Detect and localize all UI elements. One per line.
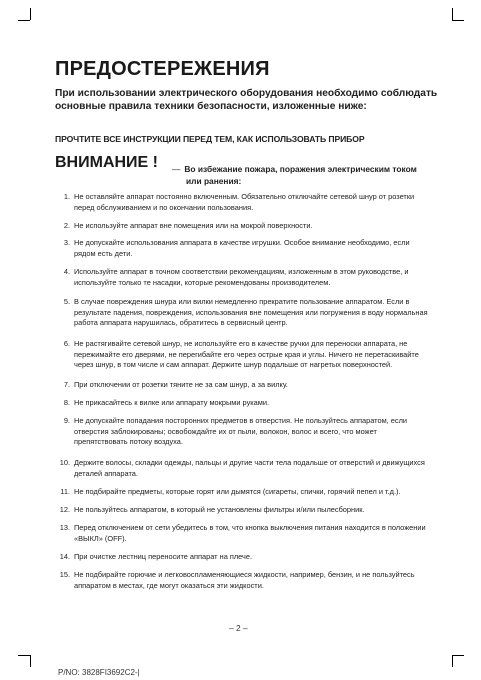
- warning-text: [172, 163, 422, 187]
- item-number: 2.: [63, 221, 70, 230]
- item-number: 12.: [59, 505, 70, 514]
- item-text: При очистке лестниц переносите аппарат на плече.: [74, 552, 253, 561]
- item-text: Держите волосы, складки одежды, пальцы и другие части тела подальше от отверстий и движущихся деталей аппарата.: [74, 458, 425, 478]
- crop-mark-bottom-right-h: [452, 655, 464, 656]
- item-text: При отключении от розетки тяните не за сам шнур, а за вилку.: [74, 380, 288, 389]
- item-number: 8.: [63, 398, 70, 407]
- item-text: Не используйте аппарат вне помещения или на мокрой поверхности.: [74, 221, 313, 230]
- item-number: 11.: [60, 487, 70, 496]
- item-text: Не подбирайте горючие и легковоспламеняющиеся жидкости, например, бензин, и не пользуйтесь аппаратом в местах, где могут оказаться эти жидкости.: [74, 570, 415, 590]
- crop-mark-bottom-left-v: [30, 655, 31, 667]
- item-text: В случае повреждения шнура или вилки немедленно прекратите пользование аппаратом. Если в результате падения, повреждения, использования вне помещения или погружения в воду нормальная работа аппарата нарушилась, обратитесь в сервисный центр.: [74, 297, 428, 328]
- crop-mark-bottom-right-v: [452, 655, 453, 667]
- item-number: 4.: [63, 267, 70, 276]
- item-number: 10.: [59, 458, 70, 467]
- item-number: 1.: [63, 192, 70, 201]
- item-number: 15.: [59, 570, 70, 579]
- crop-mark-top-right-h: [452, 20, 464, 21]
- list-item: [55, 238, 430, 259]
- list-item: [55, 192, 430, 213]
- page-number: – 2 –: [229, 623, 248, 633]
- list-item: [55, 221, 430, 232]
- warning-word: ВНИМАНИЕ !: [55, 154, 158, 171]
- item-number: 3.: [63, 238, 70, 247]
- item-text: Используйте аппарат в точном соответствии рекомендациям, изложенным в этом руководстве, и используйте только те насадки, которые рекомендованы производителем.: [74, 267, 409, 287]
- list-item: [55, 505, 430, 516]
- list-item: [55, 570, 430, 591]
- intro-paragraph: При использовании электрического оборудования необходимо соблюдать основные правила техники безопасности, изложенные ниже:: [55, 88, 438, 112]
- item-text: Не подбирайте предметы, которые горят или дымятся (сигареты, спички, горячий пепел и т.д.).: [74, 487, 401, 496]
- crop-mark-top-left-h: [18, 20, 30, 21]
- list-item: [55, 297, 430, 329]
- page-title: ПРЕДОСТЕРЕЖЕНИЯ: [55, 58, 270, 80]
- crop-mark-bottom-left-h: [18, 655, 30, 656]
- item-number: 14.: [59, 552, 70, 561]
- item-text: Не прикасайтесь к вилке или аппарату мокрыми руками.: [74, 398, 270, 407]
- warning-line-1: Во избежание пожара, поражения электрическим током: [184, 164, 417, 174]
- list-item: [55, 416, 430, 448]
- list-item: [55, 380, 430, 391]
- crop-mark-top-right-v: [452, 8, 453, 20]
- item-text: Перед отключением от сети убедитесь в том, что кнопка выключения питания находится в положении «ВЫКЛ» (OFF).: [74, 523, 426, 543]
- warning-dash: —: [172, 164, 181, 174]
- crop-mark-top-left-v: [30, 8, 31, 20]
- list-item: [55, 458, 430, 479]
- warning-line-2: или ранения:: [186, 176, 242, 186]
- list-item: [55, 523, 430, 544]
- item-text: Не оставляйте аппарат постоянно включенным. Обязательно отключайте сетевой шнур от розетки перед обслуживанием и по окончании пользования.: [74, 192, 415, 212]
- item-text: Не допускайте использования аппарата в качестве игрушки. Особое внимание необходимо, если рядом есть дети.: [74, 238, 410, 258]
- list-item: [55, 267, 430, 288]
- item-number: 13.: [59, 523, 70, 532]
- item-number: 7.: [63, 380, 70, 389]
- item-number: 6.: [63, 339, 70, 348]
- item-text: Не пользуйтесь аппаратом, в который не установлены фильтры и/или пылесборник.: [74, 505, 365, 514]
- list-item: [55, 398, 430, 409]
- list-item: [55, 487, 430, 498]
- item-number: 9.: [63, 416, 70, 425]
- item-text: Не допускайте попадания посторонних предметов в отверстия. Не пользуйтесь аппаратом, если отверстия заблокированы; освобождайте их от пыли, волокон, волос и всего, что может препятствовать потоку воздуха.: [74, 416, 408, 447]
- read-instructions-notice: ПРОЧТИТЕ ВСЕ ИНСТРУКЦИИ ПЕРЕД ТЕМ, КАК ИСПОЛЬЗОВАТЬ ПРИБОР: [55, 134, 365, 144]
- item-number: 5.: [63, 297, 70, 306]
- list-item: [55, 339, 430, 371]
- item-text: Не растягивайте сетевой шнур, не используйте его в качестве ручки для переноски аппарата, не пережимайте его дверями, не перегибайте его через острые края и углы. Ничего не перетаскивайте через шнур, в том числе и сам аппарат. Держите шнур подальше от нагретых поверхностей.: [74, 339, 419, 370]
- part-number: P/NO: 3828FI3692C2-|: [58, 668, 140, 677]
- list-item: [55, 552, 430, 563]
